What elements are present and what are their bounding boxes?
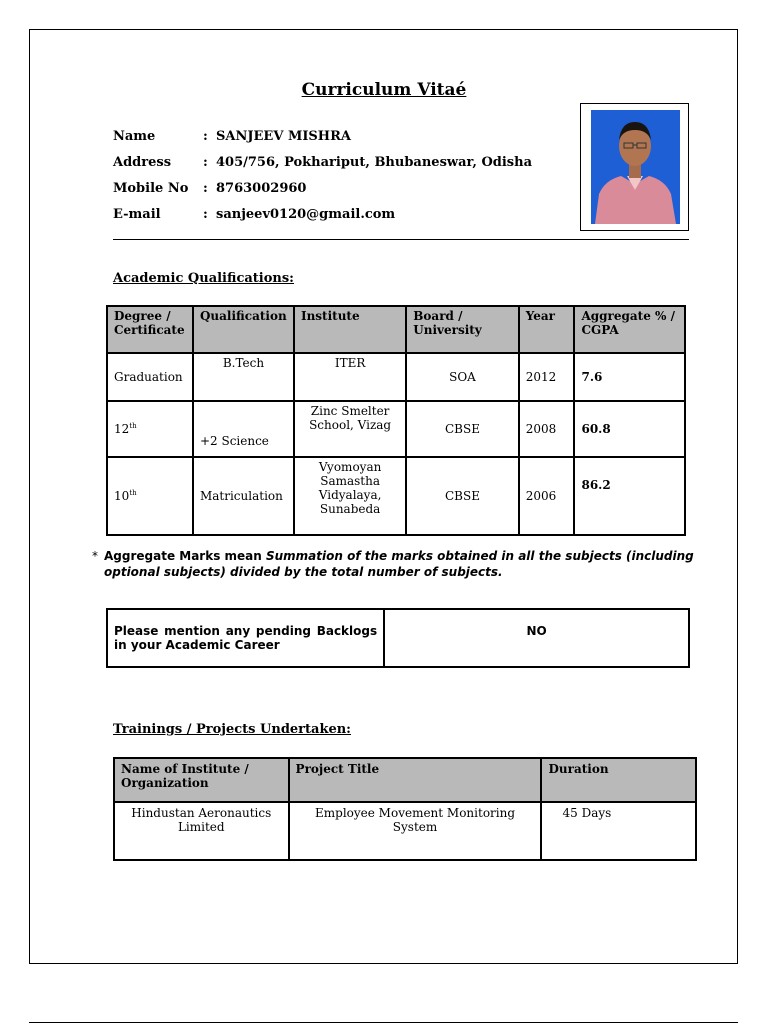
backlog-question: Please mention any pending Backlogs in your Academic Career <box>107 609 384 667</box>
header-institute: Institute <box>294 306 406 353</box>
info-colon: : <box>203 129 208 144</box>
cell-degree <box>107 401 193 457</box>
cell-board: SOA <box>406 353 518 401</box>
profile-photo-frame <box>580 103 689 231</box>
header-aggregate: Aggregate % / CGPA <box>574 306 685 353</box>
degree-text: Graduation <box>114 370 183 384</box>
cell-institute: ITER <box>294 353 406 401</box>
cell-qualification: Matriculation <box>193 457 294 535</box>
note-prefix: Aggregate Marks mean <box>104 549 266 563</box>
academic-header-row <box>107 306 685 353</box>
cell-degree <box>107 353 193 401</box>
cell-duration: 45 Days <box>541 802 696 860</box>
header-divider <box>113 239 689 240</box>
header-duration: Duration <box>541 758 696 802</box>
backlog-answer: NO <box>384 609 689 667</box>
bottom-rule <box>29 1022 738 1023</box>
cell-institute: Zinc Smelter School, Vizag <box>294 401 406 457</box>
header-board: Board / University <box>406 306 518 353</box>
info-colon: : <box>203 207 208 222</box>
cell-qualification: +2 Science <box>193 401 294 457</box>
person-photo-icon <box>591 110 680 224</box>
backlog-table <box>106 608 690 668</box>
table-row <box>107 353 685 401</box>
table-row <box>107 401 685 457</box>
document-title: Curriculum Vitaé <box>301 80 467 100</box>
header-project-title: Project Title <box>289 758 542 802</box>
degree-superscript: th <box>129 422 137 430</box>
info-value-address: 405/756, Pokhariput, Bhubaneswar, Odisha <box>216 155 532 170</box>
cell-aggregate: 60.8 <box>574 401 685 457</box>
info-colon: : <box>203 181 208 196</box>
header-degree: Degree / Certificate <box>107 306 193 353</box>
cell-project-title: Employee Movement Monitoring System <box>289 802 542 860</box>
table-row <box>107 457 685 535</box>
trainings-heading: Trainings / Projects Undertaken: <box>113 722 351 737</box>
degree-superscript: th <box>129 489 137 497</box>
cell-aggregate: 7.6 <box>574 353 685 401</box>
info-value-name: SANJEEV MISHRA <box>216 129 351 144</box>
trainings-header-row <box>114 758 696 802</box>
cell-aggregate: 86.2 <box>574 457 685 535</box>
cell-qualification: B.Tech <box>193 353 294 401</box>
info-label: Name <box>113 129 156 144</box>
header-year: Year <box>519 306 575 353</box>
degree-text: 12 <box>114 422 130 436</box>
note-italic: Summation of the marks obtained in all the subjects (including optional subjects) divided by the total number of subjects. <box>104 549 694 579</box>
cell-board: CBSE <box>406 401 518 457</box>
info-label: Address <box>113 155 172 170</box>
cell-year: 2008 <box>519 401 575 457</box>
academic-heading: Academic Qualifications: <box>113 271 294 286</box>
trainings-table <box>113 757 697 861</box>
cell-degree <box>107 457 193 535</box>
info-label: E-mail <box>113 207 161 222</box>
cell-year: 2006 <box>519 457 575 535</box>
cell-organization: Hindustan Aeronautics Limited <box>114 802 289 860</box>
cell-board: CBSE <box>406 457 518 535</box>
academic-table <box>106 305 686 536</box>
info-value-email: sanjeev0120@gmail.com <box>216 207 396 222</box>
info-label: Mobile No <box>113 181 189 196</box>
info-colon: : <box>203 155 208 170</box>
header-qualification: Qualification <box>193 306 294 353</box>
profile-photo <box>591 110 680 224</box>
table-row <box>107 609 689 667</box>
header-organization: Name of Institute / Organization <box>114 758 289 802</box>
table-row <box>114 802 696 860</box>
cell-institute: Vyomoyan Samastha Vidyalaya, Sunabeda <box>294 457 406 535</box>
note-text <box>104 548 694 580</box>
cell-year: 2012 <box>519 353 575 401</box>
degree-text: 10 <box>114 489 130 503</box>
note-asterisk: * <box>92 549 98 563</box>
info-value-mobile: 8763002960 <box>216 181 307 196</box>
